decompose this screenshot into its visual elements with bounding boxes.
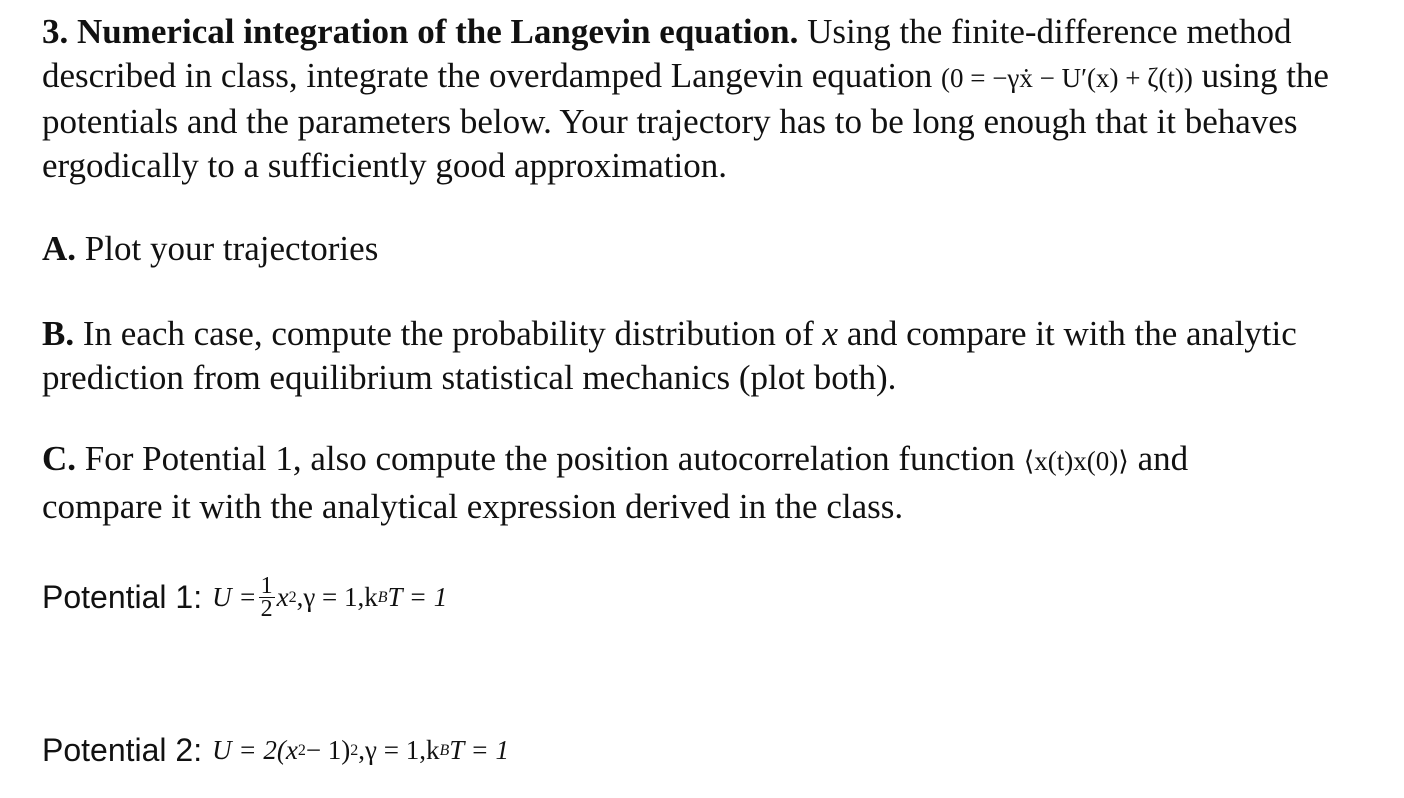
fraction-numerator: 1 — [260, 573, 273, 599]
potential-2-label: Potential 2: — [42, 732, 203, 768]
potential-1-base: x — [276, 582, 289, 612]
potential-2-lhs: U = 2(x — [212, 735, 298, 765]
potential-1-equation — [212, 575, 447, 620]
potential-1-params-sub: B — [377, 588, 388, 606]
potential-1-params-end: T = 1 — [387, 582, 448, 612]
potential-2-params-sub: B — [439, 741, 450, 759]
part-a — [42, 227, 378, 271]
part-c-text-1: For Potential 1, also compute the position autocorrelation function — [84, 439, 1016, 478]
potential-2-exponent-2: 2 — [350, 741, 359, 759]
potential-1-exponent: 2 — [288, 588, 297, 606]
intro-text-2: using the potentials and the parameters below. Your trajectory has to be long enough that it behaves ergodically to a sufficiently good approximation. — [42, 56, 1329, 185]
potential-1-fraction — [259, 575, 275, 620]
potential-2 — [42, 732, 509, 769]
autocorrelation-expression: ⟨x(t)x(0)⟩ — [1023, 446, 1129, 476]
potential-1-label: Potential 1: — [42, 579, 203, 615]
part-b-text-1: In each case, compute the probability distribution of — [82, 314, 814, 353]
part-b-text-2: and compare it with the analytic prediction from equilibrium statistical mechanics (plot both). — [42, 314, 1297, 397]
part-b-variable: x — [822, 314, 839, 353]
problem-title: 3. Numerical integration of the Langevin equation. — [42, 12, 799, 51]
part-c — [42, 437, 1188, 529]
part-c-text-2: and — [1137, 439, 1189, 478]
potential-1 — [42, 575, 447, 620]
potential-1-lhs: U = — [212, 582, 257, 612]
fraction-denominator: 2 — [260, 596, 273, 622]
problem-statement — [42, 10, 1382, 188]
potential-2-params-end: T = 1 — [449, 735, 509, 765]
potential-2-mid: − 1) — [305, 735, 351, 765]
potential-2-exponent-1: 2 — [297, 741, 306, 759]
potential-2-params: ,γ = 1,k — [358, 735, 440, 765]
part-c-text-3: compare it with the analytical expression derived in the class. — [42, 487, 904, 526]
intro-text-1: Using the finite-difference method described in class, integrate the overdamped Langevin equation — [42, 12, 1292, 95]
potential-2-equation — [212, 735, 509, 766]
part-b-label: B. — [42, 314, 75, 353]
langevin-equation: (0 = −γẋ − U′(x) + ζ(t)) — [940, 63, 1193, 93]
part-c-label: C. — [42, 439, 77, 478]
part-b — [42, 312, 1382, 400]
part-a-label: A. — [42, 229, 77, 268]
part-a-text: Plot your trajectories — [84, 229, 379, 268]
potential-1-params: ,γ = 1,k — [296, 582, 378, 612]
